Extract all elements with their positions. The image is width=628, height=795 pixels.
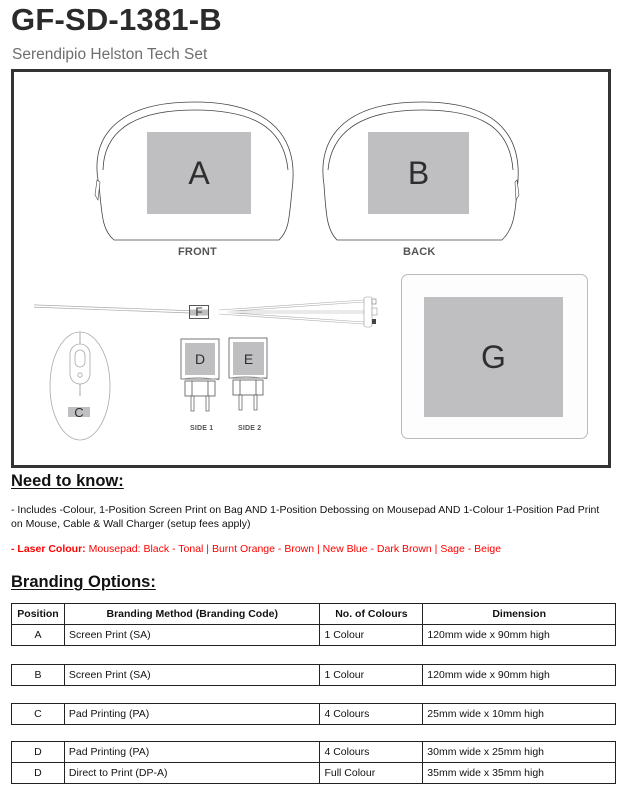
branding-table-group-c xyxy=(11,703,616,725)
cell-method: Pad Printing (PA) xyxy=(64,742,320,763)
branding-table-group-b xyxy=(11,664,616,686)
cell-colours: 1 Colour xyxy=(320,625,423,646)
laser-colour-options: Mousepad: Black - Tonal | Burnt Orange - Brown | New Blue - Dark Brown | Sage - Beige xyxy=(85,543,502,555)
table-row xyxy=(12,763,616,784)
cell-colours: 4 Colours xyxy=(320,704,423,725)
cell-colours: 1 Colour xyxy=(320,665,423,686)
table-row xyxy=(12,625,616,646)
cell-dimension: 120mm wide x 90mm high xyxy=(423,625,616,646)
cell-dimension: 120mm wide x 90mm high xyxy=(423,665,616,686)
cell-position: D xyxy=(12,742,65,763)
cell-dimension: 25mm wide x 10mm high xyxy=(423,704,616,725)
column-header-colours: No. of Colours xyxy=(320,604,423,625)
table-row xyxy=(12,742,616,763)
print-area-e: E xyxy=(233,342,264,375)
table-row xyxy=(12,665,616,686)
cable-illustration xyxy=(34,294,404,334)
front-label: FRONT xyxy=(178,246,217,258)
column-header-method: Branding Method (Branding Code) xyxy=(64,604,319,625)
back-label: BACK xyxy=(403,246,436,258)
table-header-row xyxy=(12,604,616,625)
cell-method: Screen Print (SA) xyxy=(64,665,320,686)
print-area-f: F xyxy=(189,305,209,319)
print-area-c: C xyxy=(68,407,90,417)
side2-label: SIDE 2 xyxy=(238,425,262,432)
cell-method: Screen Print (SA) xyxy=(64,625,319,646)
cell-colours: Full Colour xyxy=(320,763,423,784)
product-name-subtitle: Serendipio Helston Tech Set xyxy=(12,46,208,63)
laser-colour-note xyxy=(11,542,611,556)
print-area-a: A xyxy=(147,132,251,214)
cell-position: D xyxy=(12,763,65,784)
product-diagram-frame xyxy=(11,69,611,468)
cell-method: Pad Printing (PA) xyxy=(64,704,320,725)
includes-note: - Includes -Colour, 1-Position Screen Print on Bag AND 1-Position Debossing on Mousepad AND 1-Colour 1-Position Pad Print on Mouse, Cable & Wall Charger (setup fees apply) xyxy=(11,504,600,530)
need-to-know-heading: Need to know: xyxy=(11,472,124,490)
cell-dimension: 30mm wide x 25mm high xyxy=(423,742,616,763)
cell-position: C xyxy=(12,704,65,725)
cell-dimension: 35mm wide x 35mm high xyxy=(423,763,616,784)
cell-position: B xyxy=(12,665,65,686)
column-header-position: Position xyxy=(12,604,65,625)
branding-table-group-d xyxy=(11,741,616,784)
side1-label: SIDE 1 xyxy=(190,425,214,432)
cell-position: A xyxy=(12,625,65,646)
table-row xyxy=(12,704,616,725)
cell-colours: 4 Colours xyxy=(320,742,423,763)
branding-table-group-a xyxy=(11,603,616,646)
print-area-d: D xyxy=(185,343,215,375)
mouse-illustration xyxy=(47,330,113,442)
print-area-g: G xyxy=(424,297,563,417)
branding-options-heading: Branding Options: xyxy=(11,573,156,591)
print-area-b: B xyxy=(368,132,469,214)
laser-colour-label: - Laser Colour: xyxy=(11,543,86,555)
product-code-title: GF-SD-1381-B xyxy=(11,2,222,37)
cell-method: Direct to Print (DP-A) xyxy=(64,763,320,784)
column-header-dimension: Dimension xyxy=(423,604,616,625)
